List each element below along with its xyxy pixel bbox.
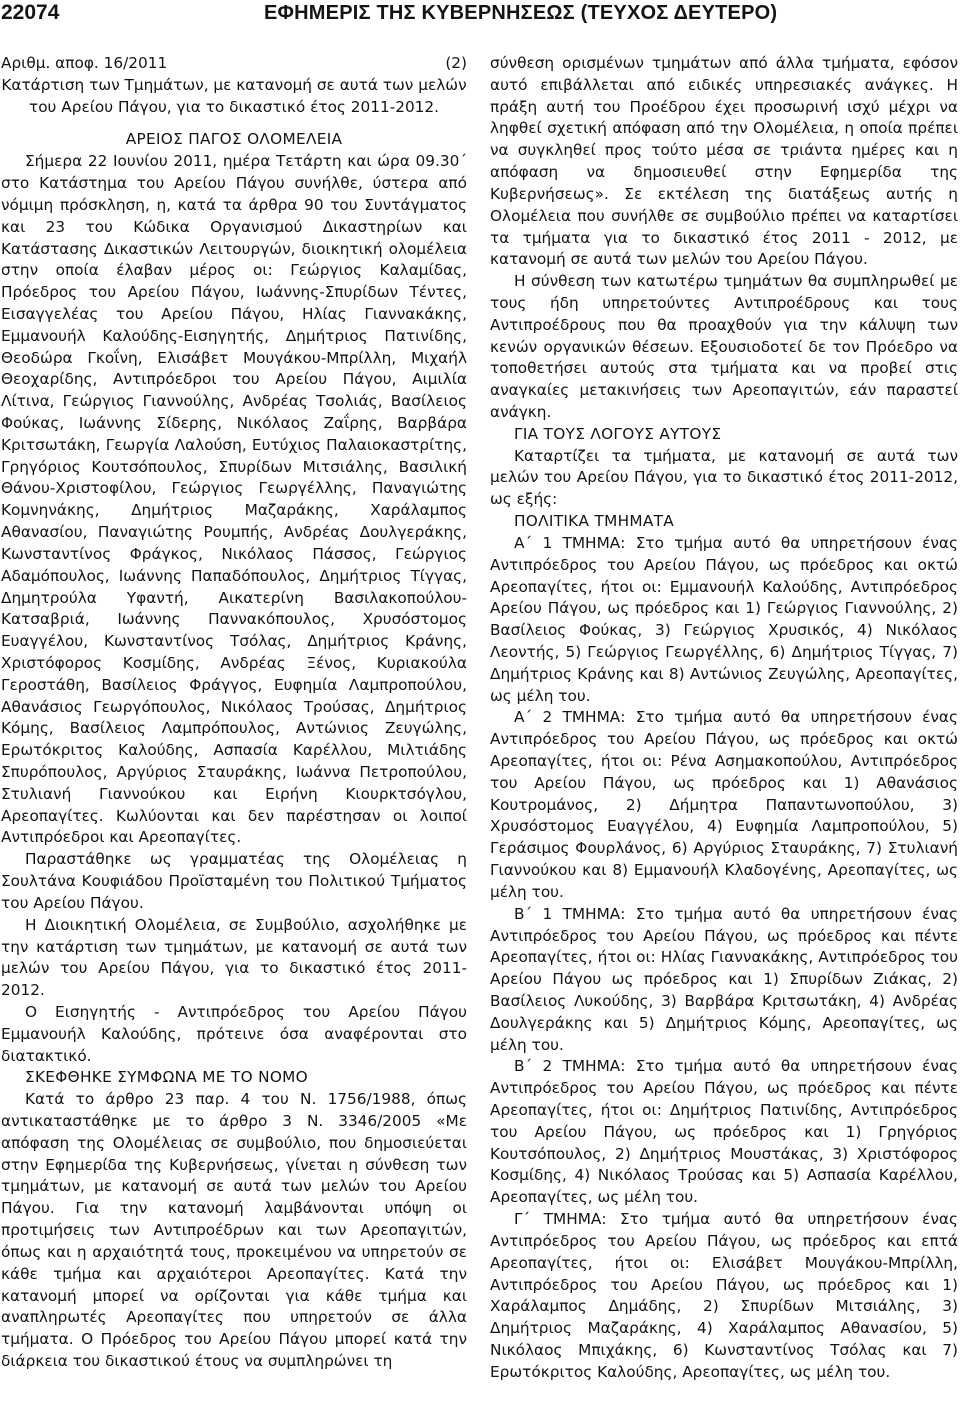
paragraph-composition: Η σύνθεση των κατωτέρω τμημάτων θα συμπληρωθεί με τους ήδη υπηρετούντες Αντιπροέδρους και τους Αντιπροέδρους που θα προαχθούν για την κάλυψη των κενών οργανικών θέσεων. Εξουσιοδοτεί δε τον Πρόεδρο να τοποθετήσει αυτούς στα τμήματα και να προβεί στις αναγκαίες μετακινήσεις των Αρεοπαγιτών, εάν παραστεί ανάγκη. (490, 272, 958, 421)
division-a2: Α΄ 2 ΤΜΗΜΑ: Στο τμήμα αυτό θα υπηρετήσουν ένας Αντιπρόεδρος του Αρείου Πάγου, ως πρόεδρος και οκτώ Αρεοπαγίτες, ήτοι οι: Ρένα Ασημακοπούλου, Αντιπρόεδρος του Αρείου Πάγου, ως πρόεδρος και 1) Αθανάσιος Κουτρομάνος, 2) Δήμητρα Παπαντωνοπούλου, 3) Χρυσόστομος Ευαγγέλου, 4) Ευφημία Λαμπροπούλου, 5) Γεράσιμος Φουρλάνος, 6) Αργύριος Σταυράκης, 7) Στυλιανή Γιαννούκου και 8) Εμμανουήλ Κλαδογένης, Αρεοπαγίτες, ως μέλη του. (490, 708, 958, 901)
division-c: Γ΄ ΤΜΗΜΑ: Στο τμήμα αυτό θα υπηρετήσουν ένας Αντιπρόεδρος του Αρείου Πάγου, ως πρόεδρος και επτά Αρεοπαγίτες, ήτοι οι: Ελισάβετ Μουγάκου-Μπρίλλη, Αντιπρόεδρος του Αρείου Πάγου, ως πρόεδρος και 1) Χαράλαμπος Δημάδης, 2) Σπυρίδων Μιτσιάλης, 3) Δημήτριος Μαζαράκης, 4) Χαράλαμπος Αθανασίου, 5) Νικόλαος Μπιχάκης, 6) Κωνσταντίνος Τσόλας και 7) Ερωτόκριτος Καλούδης, Αρεοπαγίτες, ως μέλη του. (490, 1210, 958, 1381)
page-number: 22074 (1, 1, 60, 24)
decision-number-line (1, 53, 467, 75)
paragraph-session: Σήμερα 22 Ιουνίου 2011, ημέρα Τετάρτη και ώρα 09.30΄ στο Κατάστημα του Αρείου Πάγου συνήλθε, ύστερα από νόμιμη πρόσκληση, η, κατά τα άρθρα 90 του Συντάγματος και 23 του Κώδικα Οργανισμού Δικαστηρίων και Κατάστασης Δικαστικών Λειτουργών, διοικητική ολομέλεια στην οποία έλαβαν μέρος οι: Γεώργιος Καλαμίδας, Πρόεδρος του Αρείου Πάγου, Ιωάννης-Σπυρίδων Τέντες, Εισαγγελέας του Αρείου Πάγου, Ηλίας Γιαννακάκης, Εμμανουήλ Καλούδης-Εισηγητής, Δημήτριος Πατινίδης, Θεοδώρα Γκοΐνη, Ελισάβετ Μουγάκου-Μπρίλλη, Μιχαήλ Θεοχαρίδης, Αντιπρόεδροι του Αρείου Πάγου, Αιμιλία Λίτινα, Γεώργιος Γιαννούλης, Ανδρέας Τσολιάς, Βασίλειος Φούκας, Ιωάννης Σίδερης, Νικόλαος Ζαΐρης, Βαρβάρα Κριτσωτάκη, Γεωργία Λαλούση, Ευτύχιος Παλαιοκαστρίτης, Γρηγόριος Κουτσόπουλος, Σπυρίδων Μιτσιάλης, Βασιλική Θάνου-Χριστοφίλου, Γεώργιος Γεωργέλλης, Παναγιώτης Κομνηνάκης, Δημήτριος Μαζαράκης, Χαράλαμπος Αθανασίου, Παναγιώτης Ρουμπής, Ανδρέας Δουλγεράκης, Κωνσταντίνος Φράγκος, Νικόλαος Πάσσος, Γεώργιος Αδαμόπουλος, Ιωάννης Παπαδόπουλος, Δημήτριος Τίγγας, Δημητρούλα Υφαντή, Αικατερίνη Βασιλακοπούλου-Κατσαβριά, Ιωάννης Παννακόπουλος, Χρυσόστομος Ευαγγέλου, Κωνσταντίνος Τσόλας, Δημήτριος Κράνης, Χριστόφορος Κοσμίδης, Ανδρέας Ξένος, Κυριακούλα Γεροστάθη, Βασίλειος Φράγγος, Ευφημία Λαμπροπούλου, Αθανάσιος Γεωργόπουλος, Νικόλαος Τρούσας, Δημήτριος Κόμης, Βασίλειος Λαμπρόπουλος, Αντώνιος Ζευγώλης, Ερωτόκριτος Καλούδης, Ασπασία Καρέλλου, Μιλτιάδης Σπυρόπουλος, Αργύριος Σταυράκης, Ιωάννα Πετροπούλου, Στυλιανή Γιαννούκου και Ειρήνη Κιουρκτσόγλου, Αρεοπαγίτες. Κωλύονται και δεν παρέστησαν οι λοιποί Αντιπρόεδροι και Αρεοπαγίτες. (1, 152, 467, 847)
gazette-title: ΕΦΗΜΕΡΙΣ ΤΗΣ ΚΥΒΕΡΝΗΣΕΩΣ (ΤΕΥΧΟΣ ΔΕΥΤΕΡΟ) (264, 2, 778, 24)
reasoning-heading: ΣΚΕΦΘΗΚΕ ΣΥΜΦΩΝΑ ΜΕ ΤΟ ΝΟΜΟ (25, 1068, 309, 1087)
division-a1: Α΄ 1 ΤΜΗΜΑ: Στο τμήμα αυτό θα υπηρετήσουν ένας Αντιπρόεδρος του Αρείου Πάγου, ως πρόεδρος και οκτώ Αρεοπαγίτες, ήτοι οι: Εμμανουήλ Καλούδης, Αντιπρόεδρος Αρείου Πάγου, ως πρόεδρος και 1) Γεώργιος Γιαννούλης, 2) Βασίλειος Φούκας, 3) Γεώργιος Χρυσικός, 4) Νικόλαος Λεοντής, 5) Γεώργιος Γεωργέλλης, 6) Δημήτριος Τίγγας, 7) Δημήτριος Κράνης και 8) Αντώνιος Ζευγώλης, Αρεοπαγίτες, ως μέλη του. (490, 533, 958, 705)
decision-number: Αριθμ. αποφ. 16/2011 (1, 54, 168, 72)
civil-divisions-heading: ΠΟΛΙΤΙΚΑ ΤΜΗΜΑΤΑ (514, 512, 675, 531)
paragraph-law: Κατά το άρθρο 23 παρ. 4 του Ν. 1756/1988, όπως αντικαταστάθηκε με το άρθρο 3 Ν. 3346/2005 «Με απόφαση της Ολομέλειας σε συμβούλιο, που δημοσιεύεται στην Εφημερίδα της Κυβερνήσεως, γίνεται η σύνθεση των τμημάτων, με κατανομή σε αυτά των μελών του Αρείου Πάγου. Για την κατανομή λαμβάνονται υπόψη οι προτιμήσεις των Αντιπροέδρων και των Αρεοπαγιτών, όπως και η αρχαιότητά τους, προκειμένου να υπηρετούν σε κάθε τμήμα και αρχαιότεροι Αρεοπαγίτες. Κατά την κατανομή μπορεί να ορίζονται για κάθε τμήμα και αναπληρωτές Αρεοπαγίτες που υπηρετούν σε άλλα τμήματα. Ο Πρόεδρος του Αρείου Πάγου μπορεί κατά την διάρκεια του δικαστικού έτους να συμπληρώνει τη (1, 1090, 467, 1370)
paragraph-law-continued: σύνθεση ορισμένων τμημάτων από άλλα τμήματα, εφόσον αυτό επιβάλλεται από ειδικές υπηρεσιακές ανάγκες. Η πράξη αυτή του Προέδρου έχει προσωρινή ισχύ μέχρι να ληφθεί σχετική απόφαση από την Ολομέλεια, η οποία πρέπει να συγκληθεί προς τούτο μέσα σε τριάντα ημέρες και η απόφαση να δημοσιευθεί στην Εφημερίδα της Κυβερνήσεως». Σε εκτέλεση της διατάξεως αυτής η Ολομέλεια που συνήλθε σε συμβούλιο πρέπει να καταρτίσει τα τμήματα για το δικαστικό έτος 2011 - 2012, με κατανομή σε αυτά των μελών του Αρείου Πάγου. (490, 54, 958, 269)
paragraph-rapporteur: Ο Εισηγητής - Αντιπρόεδρος του Αρείου Πάγου Εμμανουήλ Καλούδης, πρότεινε όσα αναφέρονται στο διατακτικό. (1, 1002, 467, 1065)
division-b1: Β΄ 1 ΤΜΗΜΑ: Στο τμήμα αυτό θα υπηρετήσουν ένας Αντιπρόεδρος του Αρείου Πάγου, ως πρόεδρος και πέντε Αρεοπαγίτες, ήτοι οι: Ηλίας Γιαννακάκης, Αντιπρόεδρος του Αρείου Πάγου ως πρόεδρος και 1) Σπυρίδων Ζιάκας, 2) Βασίλειος Λυκούδης, 3) Βαρβάρα Κριτσωτάκη, 4) Ανδρέας Δουλγεράκης και 5) Δημήτριος Κόμης, Αρεοπαγίτες, ως μέλη του. (490, 904, 958, 1054)
decision-subject: Κατάρτιση των Τμημάτων, με κατανομή σε αυτά των μελών του Αρείου Πάγου, για το δικαστικό έτος 2011-2012. (1, 75, 467, 116)
paragraph-plenary: Η Διοικητική Ολομέλεια, σε Συμβούλιο, ασχολήθηκε με την κατάρτιση των τμημάτων, με κατανομή σε αυτά των μελών του Αρείου Πάγου, για το δικαστικό έτος 2011- 2012. (1, 915, 467, 1000)
reasons-heading: ΓΙΑ ΤΟΥΣ ΛΟΓΟΥΣ ΑΥΤΟΥΣ (514, 424, 722, 443)
division-b2: Β΄ 2 ΤΜΗΜΑ: Στο τμήμα αυτό θα υπηρετήσουν ένας Αντιπρόεδρος του Αρείου Πάγου, ως πρόεδρος και πέντε Αρεοπαγίτες, ήτοι οι: Δημήτριος Πατινίδης, Αντιπρόεδρος του Αρείου Πάγου, ως πρόεδρος και 1) Γρηγόριος Κουτσόπουλος, 2) Δημήτριος Μουστάκας, 3) Χριστόφορος Κοσμίδης, 4) Νικόλαος Τρούσας και 5) Ασπασία Καρέλλου, Αρεοπαγίτες, ως μέλη του. (490, 1057, 958, 1207)
paragraph-decides: Καταρτίζει τα τμήματα, με κατανομή σε αυτά των μελών του Αρείου Πάγου, για το δικαστικό έτος 2011-2012, ως εξής: (490, 446, 958, 509)
right-column (490, 53, 958, 1384)
decision-index: (2) (445, 54, 467, 72)
page-header (0, 0, 960, 34)
paragraph-secretary: Παραστάθηκε ως γραμματέας της Ολομέλειας η Σουλτάνα Κουφιάδου Προϊσταμένη του Πολιτικού Τμήματος του Αρείου Πάγου. (1, 850, 467, 912)
court-heading: ΑΡΕΙΟΣ ΠΑΓΟΣ ΟΛΟΜΕΛΕΙΑ (125, 130, 343, 149)
left-column (1, 53, 467, 1373)
